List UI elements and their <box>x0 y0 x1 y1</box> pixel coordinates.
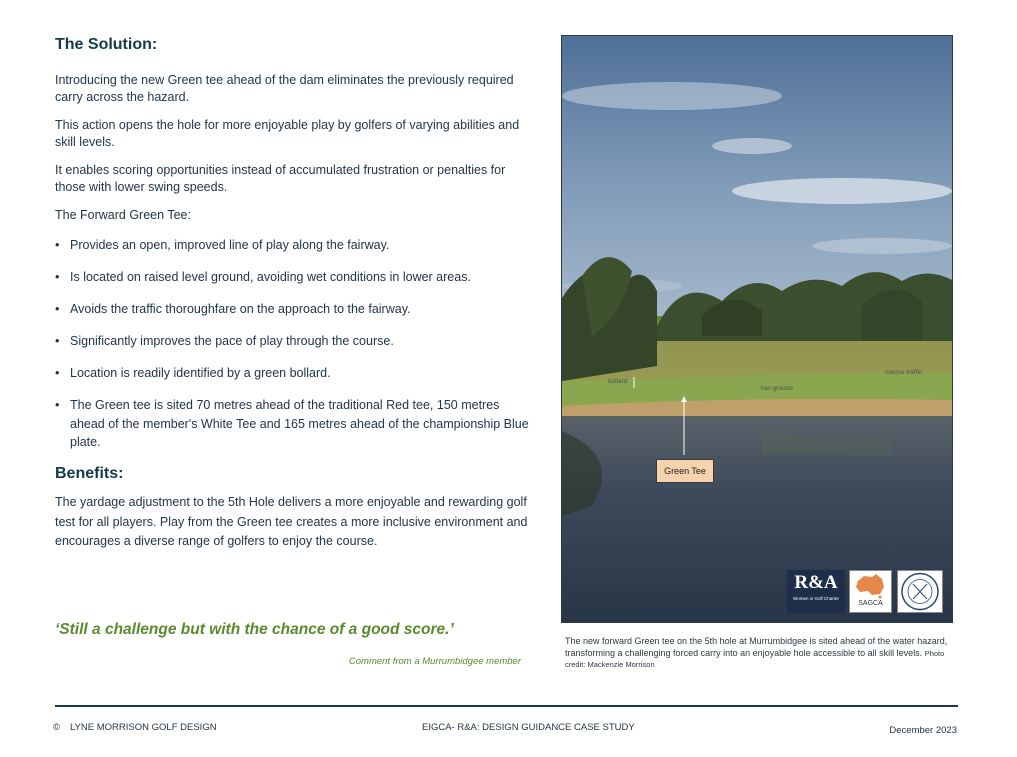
australia-map-icon <box>850 571 891 599</box>
footer-divider <box>55 705 958 707</box>
photo-caption <box>565 636 957 671</box>
bullet-dot: • <box>55 398 60 412</box>
green-tee-label: Green Tee <box>656 459 714 483</box>
bullet-dot: • <box>55 238 60 252</box>
photo-credit: Photo credit: Mackenzie Morrison <box>565 648 945 669</box>
solution-paragraph-3: It enables scoring opportunities instead of accumulated frustration or penalties for those with lower swing speeds. <box>55 163 506 194</box>
bullet-dot: • <box>55 270 60 284</box>
caption-text: The new forward Green tee on the 5th hole at Murrumbidgee is sited ahead of the water hazard, transforming a challenging forced carry into an enjoyable hole accessible to all skill levels. <box>565 636 948 658</box>
quote-attribution: Comment from a Murrumbidgee member <box>348 656 521 667</box>
photo-illustration <box>562 36 953 623</box>
sagca-logo-text: SAGCA <box>858 600 883 607</box>
sagca-logo <box>849 570 892 613</box>
footer-date: December 2023 <box>889 725 957 736</box>
bullet-item: • Is located on raised level ground, avoiding wet conditions in lower areas. <box>55 268 530 287</box>
benefits-heading: Benefits: <box>55 465 124 482</box>
footer-title: EIGCA- R&A: DESIGN GUIDANCE CASE STUDY <box>422 722 635 733</box>
course-photo <box>561 35 953 623</box>
member-quote: ‘Still a challenge but with the chance of a good score.’ <box>55 621 454 638</box>
randa-logo-subtext: Women in Golf Charter <box>793 596 839 601</box>
bullet-item: • Provides an open, improved line of play along the fairway. <box>55 236 530 255</box>
footer-company: LYNE MORRISON GOLF DESIGN <box>70 722 217 733</box>
solution-paragraph-2: This action opens the hole for more enjoyable play by golfers of varying abilities and skill levels. <box>55 118 520 149</box>
design-seal-icon <box>898 571 942 612</box>
bullet-item: • Avoids the traffic thoroughfare on the approach to the fairway. <box>55 300 530 319</box>
solution-paragraph-1: Introducing the new Green tee ahead of the dam eliminates the previously required carry across the hazard. <box>55 73 514 104</box>
bullet-item: • Location is readily identified by a green bollard. <box>55 364 530 383</box>
bollard-label: bollard <box>608 378 628 385</box>
copyright-symbol: © <box>53 722 60 733</box>
forward-tee-bullet-list <box>55 236 530 452</box>
low-ground-label: low ground <box>761 385 793 392</box>
course-traffic-label: course traffic <box>885 369 923 376</box>
solution-section <box>55 36 530 563</box>
bullet-dot: • <box>55 334 60 348</box>
randa-logo-text: R&A <box>794 572 838 593</box>
forward-tee-subheading: The Forward Green Tee: <box>55 208 191 222</box>
bullet-item: • Significantly improves the pace of play through the course. <box>55 332 530 351</box>
golf-design-seal-logo <box>897 570 943 613</box>
bullet-dot: • <box>55 366 60 380</box>
randa-logo <box>787 570 845 613</box>
bullet-item: • The Green tee is sited 70 metres ahead of the traditional Red tee, 150 metres ahead of the member's White Tee and 165 metres ahead of the championship Blue plate. <box>55 398 529 449</box>
solution-heading: The Solution: <box>55 36 158 53</box>
bullet-dot: • <box>55 302 60 316</box>
footer-copyright <box>53 722 217 733</box>
benefits-text: The yardage adjustment to the 5th Hole delivers a more enjoyable and rewarding golf test for all players. Play from the Green tee creates a more inclusive environment and encourages a diverse range of golfers to enjoy the course. <box>55 495 528 548</box>
